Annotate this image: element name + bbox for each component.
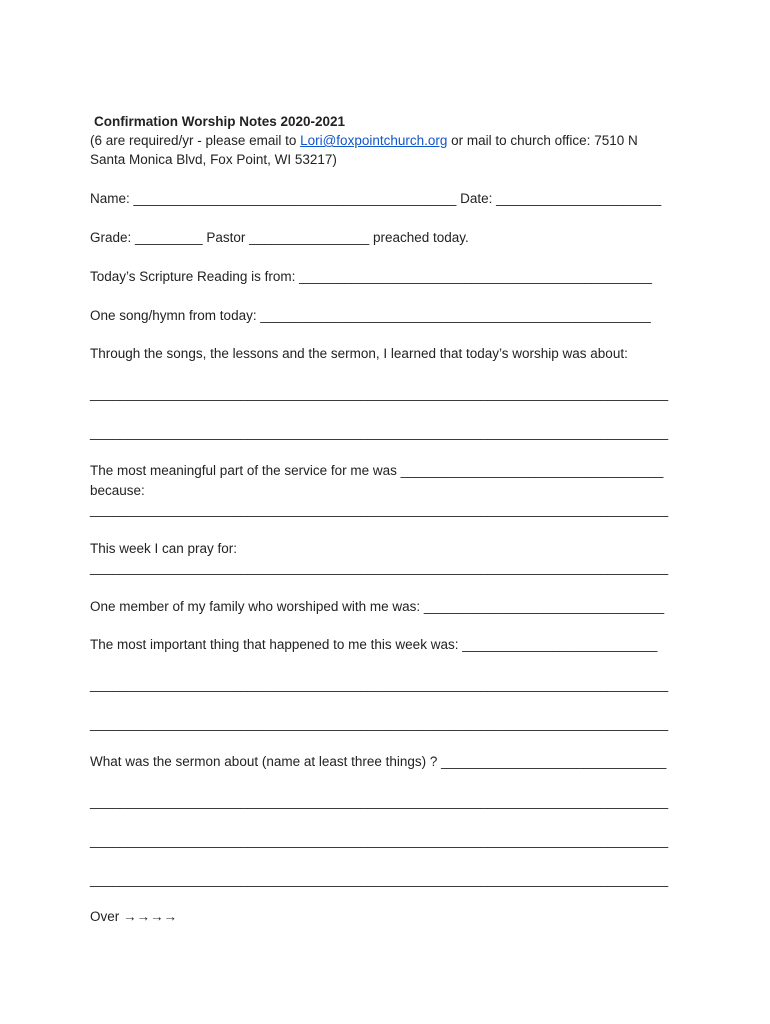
answer-blank-line[interactable]: _____________________________________________________________________________ [90,677,669,692]
because-label: because: [90,483,145,498]
over-note: Over →→→→ [90,909,178,924]
name-date-field[interactable]: Name: ___________________________________________ Date: ______________________ [90,191,662,206]
pray-for-label: This week I can pray for: [90,541,238,556]
worship-about-prompt: Through the songs, the lessons and the sermon, I learned that today’s worship was about: [90,346,628,361]
important-thing-field[interactable]: The most important thing that happened to me this week was: __________________________ [90,637,658,652]
answer-blank-line[interactable]: _____________________________________________________________________________ [90,560,669,575]
family-member-field[interactable]: One member of my family who worshiped with me was: ________________________________ [90,599,665,614]
intro-line-1 [90,132,638,150]
page-title: Confirmation Worship Notes 2020-2021 [94,114,346,129]
email-link[interactable]: Lori@foxpointchurch.org [300,133,448,148]
meaningful-part-field[interactable]: The most meaningful part of the service for me was ___________________________________ [90,463,664,478]
intro-text-after: or mail to church office: 7510 N [447,133,638,148]
answer-blank-line[interactable]: _____________________________________________________________________________ [90,794,669,809]
intro-text-before: (6 are required/yr - please email to [90,133,301,148]
scripture-field[interactable]: Today’s Scripture Reading is from: _______________________________________________ [90,269,652,284]
sermon-about-field[interactable]: What was the sermon about (name at least three things) ? ______________________________ [90,754,667,769]
answer-blank-line[interactable]: _____________________________________________________________________________ [90,833,669,848]
intro-line-2: Santa Monica Blvd, Fox Point, WI 53217) [90,152,337,167]
answer-blank-line[interactable]: _____________________________________________________________________________ [90,386,669,401]
answer-blank-line[interactable]: _____________________________________________________________________________ [90,502,669,517]
answer-blank-line[interactable]: _____________________________________________________________________________ [90,872,669,887]
song-field[interactable]: One song/hymn from today: ____________________________________________________ [90,308,651,323]
answer-blank-line[interactable]: _____________________________________________________________________________ [90,425,669,440]
answer-blank-line[interactable]: _____________________________________________________________________________ [90,716,669,731]
grade-pastor-field[interactable]: Grade: _________ Pastor ________________ preached today. [90,230,469,245]
